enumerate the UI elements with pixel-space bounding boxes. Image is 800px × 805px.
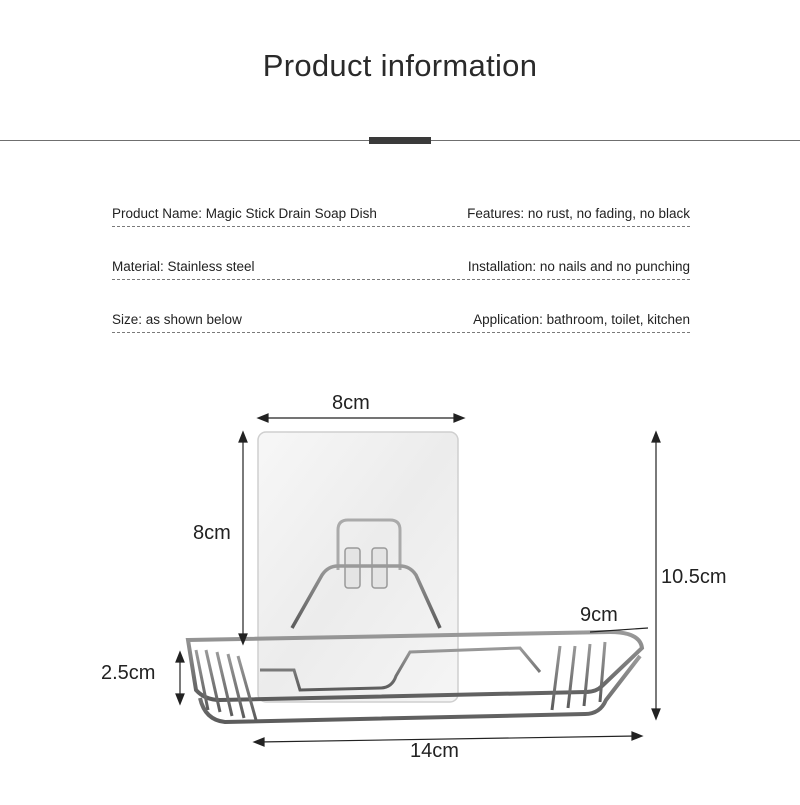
spec-row [112,202,690,226]
spec-row [112,255,690,279]
dimension-depth: 9cm [580,604,618,626]
divider-accent [369,137,431,144]
hook-clip-right [372,548,387,588]
spec-material: Material: Stainless steel [112,259,255,274]
dimension-length: 14cm [410,740,459,762]
dimension-hook-width: 8cm [332,392,370,414]
spec-installation: Installation: no nails and no punching [467,259,690,274]
dashed-divider [112,226,690,227]
dashed-divider [112,332,690,333]
spec-features: Features: no rust, no fading, no black [467,206,690,221]
dimension-basket-height: 2.5cm [101,662,156,684]
dimension-hook-height: 8cm [193,522,231,544]
dimension-total-height: 10.5cm [661,566,727,588]
spec-size: Size: as shown below [112,312,242,327]
dashed-divider [112,279,690,280]
spec-application: Application: bathroom, toilet, kitchen [473,312,690,327]
spec-product-name: Product Name: Magic Stick Drain Soap Dish [112,206,377,221]
page-title: Product information [262,48,538,83]
hook-clip-left [345,548,360,588]
spec-row [112,308,690,332]
product-dimension-figure [0,370,800,800]
